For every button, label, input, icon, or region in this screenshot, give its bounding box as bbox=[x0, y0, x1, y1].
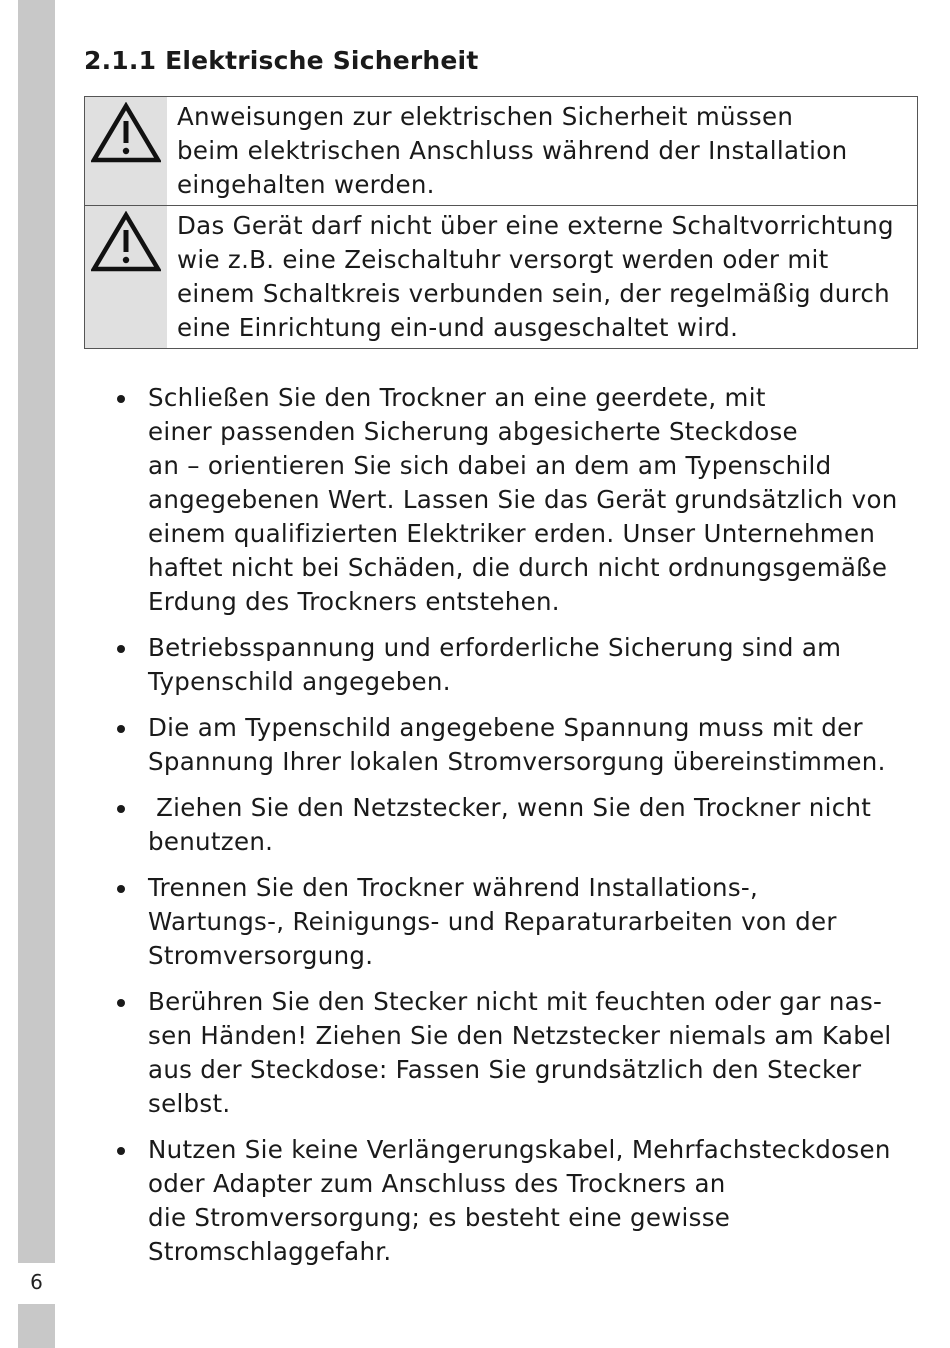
list-item: Berühren Sie den Stecker nicht mit feuchten oder gar nas- sen Händen! Ziehen Sie den Netzstecker niemals am Kabel aus der Steckdose: Fassen Sie grundsätzlich den Stecker selbst. bbox=[112, 985, 922, 1121]
list-item: Betriebsspannung und erforderliche Sicherung sind am Typenschild angegeben. bbox=[112, 631, 922, 699]
warning-row bbox=[85, 205, 917, 348]
bullet-dot-icon bbox=[117, 885, 125, 893]
bullet-dot-icon bbox=[117, 1147, 125, 1155]
warning-triangle-icon bbox=[91, 102, 161, 164]
side-bar-footer-block bbox=[18, 1304, 55, 1348]
bullet-dot-icon bbox=[117, 395, 125, 403]
warning-text: Das Gerät darf nicht über eine externe Schaltvorrichtung wie z.B. eine Zeischaltuhr versorgt werden oder mit einem Schaltkreis verbunden sein, der regelmäßig durch eine Einrichtung ein-und ausgeschaltet wird. bbox=[177, 211, 894, 342]
bullet-dot-icon bbox=[117, 805, 125, 813]
list-item: Die am Typenschild angegebene Spannung muss mit der Spannung Ihrer lokalen Stromversorgung übereinstimmen. bbox=[112, 711, 922, 779]
bullet-dot-icon bbox=[117, 725, 125, 733]
safety-bullet-list bbox=[112, 381, 922, 1281]
side-bar bbox=[18, 0, 55, 1263]
warning-table bbox=[84, 96, 918, 349]
bullet-dot-icon bbox=[117, 645, 125, 653]
bullet-dot-icon bbox=[117, 999, 125, 1007]
list-item: Ziehen Sie den Netzstecker, wenn Sie den Trockner nicht benutzen. bbox=[112, 791, 922, 859]
list-item: Schließen Sie den Trockner an eine geerdete, mit einer passenden Sicherung abgesicherte Steckdose an – orientieren Sie sich dabei an dem am Typenschild angegebenen Wert. Lassen Sie das Gerät grundsätzlich von einem qualifizierten Elektriker erden. Unser Unternehmen haftet nicht bei Schäden, die durch nicht ordnungsgemäße Erdung des Trockners entstehen. bbox=[112, 381, 922, 619]
list-item: Nutzen Sie keine Verlängerungskabel, Mehrfachsteckdosen oder Adapter zum Anschluss des Trockners an die Stromversorgung; es besteht eine gewisse Stromschlaggefahr. bbox=[112, 1133, 922, 1269]
warning-row bbox=[85, 97, 917, 205]
warning-text: Anweisungen zur elektrischen Sicherheit müssen beim elektrischen Anschluss während der Installation eingehalten werden. bbox=[177, 102, 848, 199]
page-number: 6 bbox=[30, 1270, 43, 1294]
section-title: 2.1.1 Elektrische Sicherheit bbox=[84, 46, 479, 75]
warning-triangle-icon bbox=[91, 211, 161, 273]
list-item: Trennen Sie den Trockner während Installations-, Wartungs-, Reinigungs- und Reparaturarbeiten von der Stromversorgung. bbox=[112, 871, 922, 973]
